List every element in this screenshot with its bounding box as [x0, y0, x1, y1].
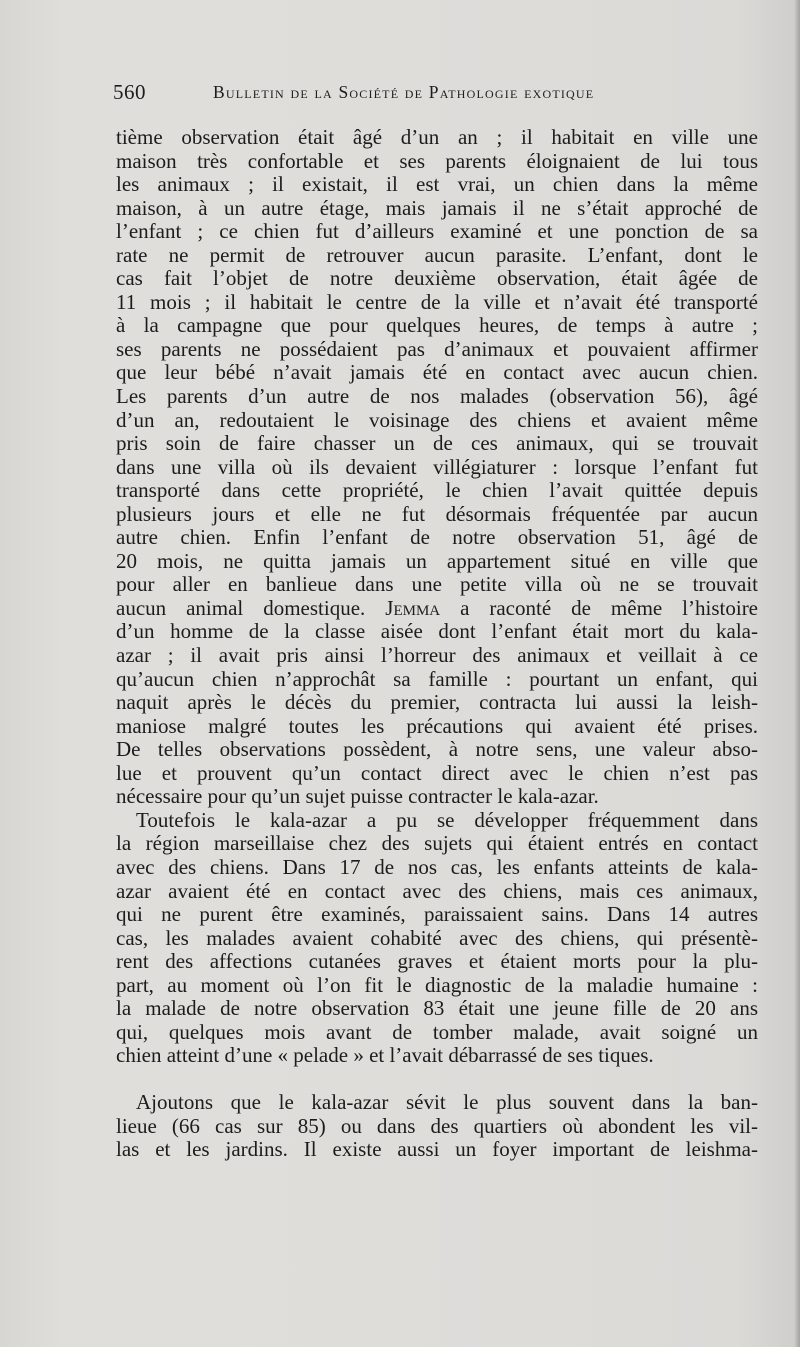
text-line: qui ne purent être examinés, paraissaient sains. Dans 14 autres [116, 902, 758, 927]
text-line: que leur bébé n’avait jamais été en contact avec aucun chien. [116, 360, 758, 385]
text-line: qui, quelques mois avant de tomber malade, avait soigné un [116, 1019, 758, 1044]
text-line: à la campagne que pour quelques heures, de temps à autre ; [116, 313, 758, 338]
text-line: dans une villa où ils devaient villégiaturer : lorsque l’enfant fut [116, 454, 758, 479]
text-line: pour aller en banlieue dans une petite villa où ne se trouvait [116, 572, 758, 597]
text-line: avec des chiens. Dans 17 de nos cas, les enfants atteints de kala- [116, 854, 758, 879]
text-line: d’un an, redoutaient le voisinage des chiens et avaient même [116, 407, 758, 432]
text-line: maison, à un autre étage, mais jamais il ne s’était approché de [116, 195, 758, 220]
text-line: Les parents d’un autre de nos malades (observation 56), âgé [116, 384, 758, 409]
author-name: Jemma [385, 595, 441, 620]
text-line: azar ; il avait pris ainsi l’horreur des animaux et veillait à ce [116, 643, 758, 668]
text-line: pris soin de faire chasser un de ces animaux, qui se trouvait [116, 431, 758, 456]
text-line-content: aucun animal domestique. [116, 595, 386, 620]
text-line: transporté dans cette propriété, le chien l’avait quittée depuis [116, 478, 758, 503]
text-line: la malade de notre observation 83 était une jeune fille de 20 ans [116, 996, 758, 1021]
paragraph-1 [116, 126, 758, 809]
text-line: naquit après le décès du premier, contracta lui aussi la leish- [116, 690, 758, 715]
text-line: tième observation était âgé d’un an ; il habitait en ville une [116, 125, 758, 149]
text-line: De telles observations possèdent, à notre sens, une valeur abso- [116, 737, 758, 762]
text-line [116, 597, 758, 621]
page-number: 560 [113, 80, 146, 104]
running-title: Bulletin de la Société de Pathologie exotique [213, 82, 595, 102]
text-line: Toutefois le kala-azar a pu se développer fréquemment dans [136, 807, 758, 832]
text-line-tail: a raconté de même l’histoire [440, 595, 759, 620]
text-line: cas, les malades avaient cohabité avec des chiens, qui présentè- [116, 925, 758, 950]
text-line: 11 mois ; il habitait le centre de la ville et n’avait été transporté [116, 289, 758, 314]
paragraph-2 [116, 809, 758, 1068]
text-line: 20 mois, ne quitta jamais un appartement situé en ville que [116, 548, 758, 573]
text-line: les animaux ; il existait, il est vrai, un chien dans la même [116, 172, 758, 197]
text-line: lue et prouvent qu’un contact direct avec le chien n’est pas [116, 760, 758, 785]
text-line: plusieurs jours et elle ne fut désormais fréquentée par aucun [116, 501, 758, 526]
text-line: ses parents ne possédaient pas d’animaux et pouvaient affirmer [116, 336, 758, 361]
text-line: rent des affections cutanées graves et étaient morts pour la plu- [116, 949, 758, 974]
text-line: la région marseillaise chez des sujets qui étaient entrés en contact [116, 831, 758, 856]
text-line: Ajoutons que le kala-azar sévit le plus souvent dans la ban- [136, 1090, 758, 1115]
text-line: nécessaire pour qu’un sujet puisse contracter le kala-azar. [116, 784, 599, 809]
text-line: autre chien. Enfin l’enfant de notre observation 51, âgé de [116, 525, 758, 550]
text-line: rate ne permit de retrouver aucun parasite. L’enfant, dont le [116, 242, 758, 267]
text-line: d’un homme de la classe aisée dont l’enfant était mort du kala- [116, 619, 758, 644]
paragraph-gap [116, 1068, 758, 1092]
text-line: qu’aucun chien n’approchât sa famille : pourtant un enfant, qui [116, 666, 758, 691]
text-line: maniose malgré toutes les précautions qui avaient été prises. [116, 713, 758, 738]
paragraph-3 [116, 1091, 758, 1162]
text-line: maison très confortable et ses parents éloignaient de lui tous [116, 148, 758, 173]
text-line: part, au moment où l’on fit le diagnostic de la maladie humaine : [116, 972, 758, 997]
text-line: lieue (66 cas sur 85) ou dans des quartiers où abondent les vil- [116, 1113, 758, 1138]
text-line: cas fait l’objet de notre deuxième observation, était âgée de [116, 266, 758, 291]
text-line: las et les jardins. Il existe aussi un foyer important de leishma- [116, 1137, 758, 1162]
page-header [113, 80, 673, 110]
text-line: chien atteint d’une « pelade » et l’avait débarrassé de ses tiques. [116, 1043, 654, 1068]
page-edge-shadow [794, 0, 800, 1347]
text-line: l’enfant ; ce chien fut d’ailleurs examiné et une ponction de sa [116, 219, 758, 244]
body-text [116, 126, 758, 1162]
text-line: azar avaient été en contact avec des chiens, mais ces animaux, [116, 878, 758, 903]
